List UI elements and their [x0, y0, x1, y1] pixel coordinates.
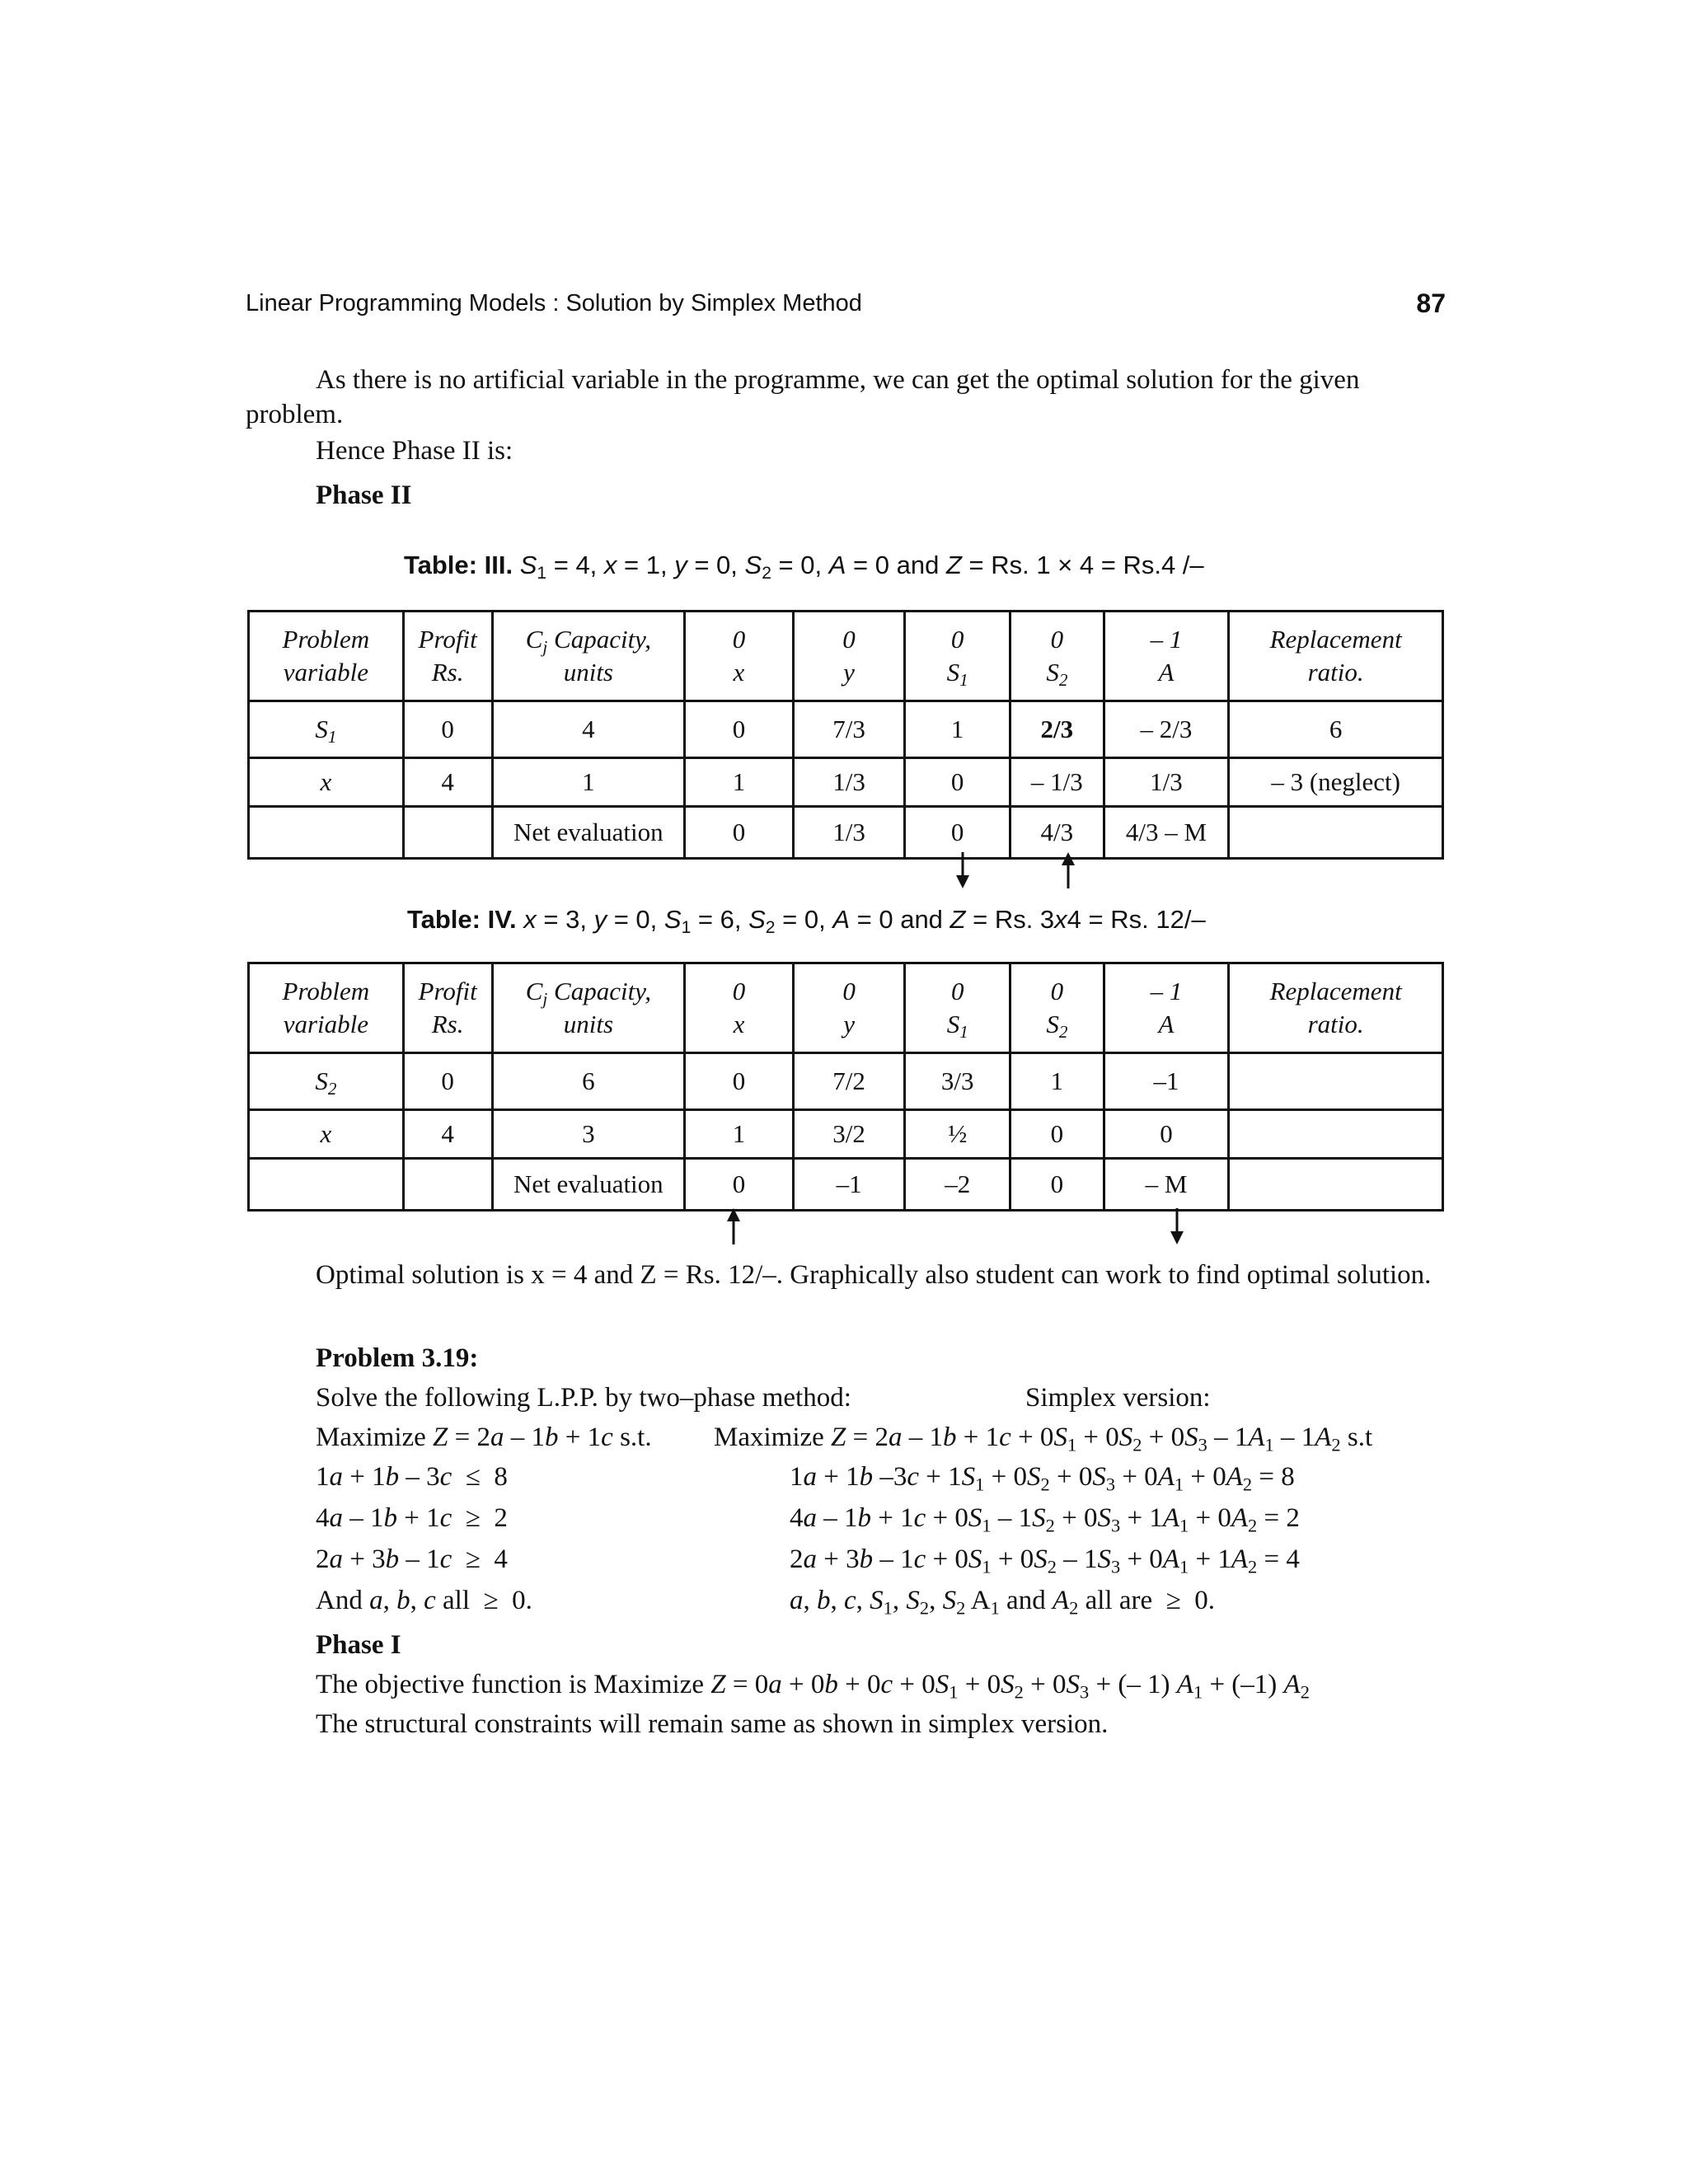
table-cell: 0: [685, 807, 794, 859]
table-cell: 0: [905, 807, 1010, 859]
header-capacity: $C_j$ Capacity, units: [492, 963, 685, 1053]
table-cell: 1/3: [793, 807, 905, 859]
header-replacement-ratio: Replacement ratio.: [1229, 963, 1443, 1053]
header-x: 0 x: [685, 963, 794, 1053]
table-cell: Net evaluation: [492, 1159, 685, 1211]
table-cell: [1229, 1053, 1443, 1110]
phase-i-objective: The objective function is Maximize $Z = 0a + 0b + 0c + 0S_1 + 0S_2 + 0S_3$ + (– 1) $A_1 + (-1)$ $A_2$: [316, 1670, 1310, 1703]
table-cell: x: [249, 758, 404, 807]
constraint-2: 4a – 1b + 1c ≥ 2: [316, 1503, 508, 1533]
table-cell: 3/2: [793, 1110, 905, 1159]
simplex-version-label: Simplex version:: [1025, 1383, 1211, 1413]
optimal-solution-paragraph: Optimal solution is x = 4 and Z = Rs. 12/–. Graphically also student can work to find optimal solution.: [316, 1260, 1432, 1290]
constraint-3-simplex: $2a + 3b - 1c + 0S_1 + 0S_2 - 1S_3 + 0A_1 + 1A_2 = 4$: [790, 1544, 1300, 1577]
table-cell: –1: [1104, 1053, 1229, 1110]
table-cell: [249, 1159, 404, 1211]
table-cell: 0: [685, 1159, 794, 1211]
table-row: [249, 758, 1443, 807]
table-cell: 0: [685, 701, 794, 758]
table-cell: $S_1$: [249, 701, 404, 758]
table-cell: ½: [905, 1110, 1010, 1159]
table-cell: 3: [492, 1110, 685, 1159]
table-cell: $S_2$: [249, 1053, 404, 1110]
table-cell: –2: [905, 1159, 1010, 1211]
table-cell: 4: [403, 758, 492, 807]
arrow-down-icon: [1169, 1208, 1185, 1244]
table-cell: 1/3: [793, 758, 905, 807]
table-cell: 0: [1104, 1110, 1229, 1159]
phase-i-heading: Phase I: [316, 1630, 401, 1660]
table-row: [249, 807, 1443, 859]
simplex-table-3: [247, 610, 1444, 860]
table-row: [249, 1053, 1443, 1110]
header-s1: 0 $S_1$: [905, 963, 1010, 1053]
table-cell: 4: [492, 701, 685, 758]
table3-caption: [404, 551, 1204, 583]
table-cell: 3/3: [905, 1053, 1010, 1110]
phase-ii-heading: Phase II: [316, 480, 412, 510]
header-x: 0 x: [685, 612, 794, 701]
header-a: – 1 A: [1104, 612, 1229, 701]
table-cell: x: [249, 1110, 404, 1159]
table-cell: 6: [492, 1053, 685, 1110]
table-cell: 6: [1229, 701, 1443, 758]
objective-simplex: Maximize $Z = 2a - 1b + 1c + 0S_1 + 0S_2 + 0S_3 - 1A_1 - 1A_2$ s.t: [714, 1422, 1373, 1455]
table-cell: [403, 807, 492, 859]
table-cell: 4/3: [1010, 807, 1104, 859]
table-row: [249, 1110, 1443, 1159]
table-header-row: [249, 612, 1443, 701]
header-a: – 1 A: [1104, 963, 1229, 1053]
header-profit: Profit Rs.: [403, 612, 492, 701]
header-s2: 0 $S_2$: [1010, 963, 1104, 1053]
table-row: [249, 701, 1443, 758]
non-negativity-simplex: a, b, c, $S_1$, $S_2$, $S_2$ $A_1$ and $A_2$ all are ≥ 0.: [790, 1586, 1215, 1619]
table-cell: 1: [685, 1110, 794, 1159]
intro-paragraph: As there is no artificial variable in the programme, we can get the optimal solution for the given problem.: [246, 365, 1360, 429]
table-cell: 0: [905, 758, 1010, 807]
table-cell: [249, 807, 404, 859]
table-row: [249, 1159, 1443, 1211]
constraint-2-simplex: $4a - 1b + 1c + 0S_1 - 1S_2 + 0S_3 + 1A_1 + 0A_2 = 2$: [790, 1503, 1300, 1536]
table-cell: –1: [793, 1159, 905, 1211]
pivot-cell: 2/3: [1010, 701, 1104, 758]
non-negativity: And a, b, c all ≥ 0.: [316, 1586, 532, 1615]
header-y: 0 y: [793, 612, 905, 701]
table4-caption: [407, 905, 1206, 935]
objective-original: Maximize Z = 2a – 1b + 1c s.t.: [316, 1422, 652, 1452]
table-cell: – 2/3: [1104, 701, 1229, 758]
table-cell: 1: [905, 701, 1010, 758]
page-number: 87: [1416, 288, 1446, 318]
table-cell: 1: [685, 758, 794, 807]
running-title: Linear Programming Models : Solution by Simplex Method: [246, 290, 862, 316]
table4-caption-label: Table: IV.: [407, 905, 517, 934]
table-cell: 4: [403, 1110, 492, 1159]
table-cell: Net evaluation: [492, 807, 685, 859]
table-cell: [1229, 1110, 1443, 1159]
table-cell: 0: [685, 1053, 794, 1110]
table3-caption-label: Table: III.: [404, 551, 513, 579]
table4-caption-text: x = 3, y = 0, $S_1 = 6$, $S_2 = 0$, A = 0 and Z = Rs. 3x4 = Rs. 12/–: [523, 905, 1206, 937]
table-cell: 0: [1010, 1159, 1104, 1211]
table-cell: – 1/3: [1010, 758, 1104, 807]
phase-i-note: The structural constraints will remain same as shown in simplex version.: [316, 1709, 1109, 1739]
simplex-table-4: [247, 962, 1444, 1212]
header-problem-variable: Problem variable: [249, 963, 404, 1053]
table-cell: [1229, 1159, 1443, 1211]
table-cell: 7/3: [793, 701, 905, 758]
constraint-1-simplex: 1a + 1b $-3c + 1S_1 + 0S_2 + 0S_3 + 0A_1 + 0A_2 = 8$: [790, 1462, 1295, 1495]
table-cell: [1229, 807, 1443, 859]
table-header-row: [249, 963, 1443, 1053]
header-capacity: $C_j$ Capacity, units: [492, 612, 685, 701]
arrow-up-icon: [725, 1208, 742, 1244]
table-cell: – 3 (neglect): [1229, 758, 1443, 807]
table-cell: 0: [1010, 1110, 1104, 1159]
table-cell: 1/3: [1104, 758, 1229, 807]
header-s2: 0 $S_2$: [1010, 612, 1104, 701]
header-y: 0 y: [793, 963, 905, 1053]
table-cell: – M: [1104, 1159, 1229, 1211]
problem-instruction: Solve the following L.P.P. by two–phase method:: [316, 1383, 851, 1413]
phase-ii-lead: Hence Phase II is:: [316, 436, 513, 466]
header-problem-variable: Problem variable: [249, 612, 404, 701]
problem-title: Problem 3.19:: [316, 1343, 479, 1373]
table-cell: 0: [403, 1053, 492, 1110]
table-cell: 1: [1010, 1053, 1104, 1110]
constraint-1: 1a + 1b – 3c ≤ 8: [316, 1462, 508, 1492]
table-cell: 1: [492, 758, 685, 807]
table3-caption-text: $S_1 = 4$, x = 1, y = 0, $S_2 = 0$, A = 0 and Z = Rs. 1 × 4 = Rs.4 /–: [519, 551, 1204, 583]
table-cell: 7/2: [793, 1053, 905, 1110]
constraint-3: 2a + 3b – 1c ≥ 4: [316, 1544, 508, 1574]
header-replacement-ratio: Replacement ratio.: [1229, 612, 1443, 701]
table-cell: 0: [403, 701, 492, 758]
page-header: [246, 290, 1446, 330]
arrow-up-icon: [1060, 852, 1076, 888]
arrow-down-icon: [954, 852, 971, 888]
table-cell: [403, 1159, 492, 1211]
table-cell: 4/3 – M: [1104, 807, 1229, 859]
header-profit: Profit Rs.: [403, 963, 492, 1053]
header-s1: 0 $S_1$: [905, 612, 1010, 701]
